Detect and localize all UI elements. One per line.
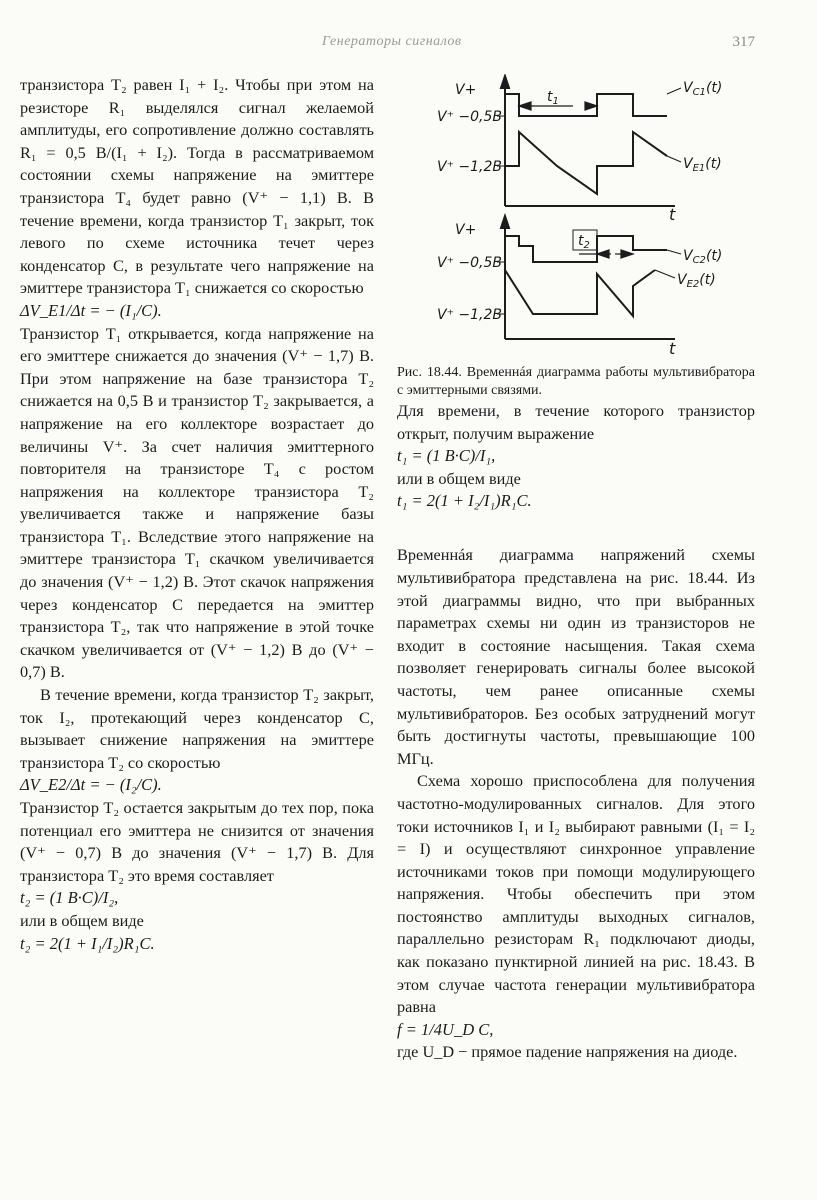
timing-diagram — [397, 74, 755, 364]
vc2-label-sub: C2 — [692, 255, 706, 266]
ve1-label-sub: E1 — [692, 163, 706, 174]
vc1-label-sub: C1 — [692, 87, 706, 98]
vc2-label — [683, 248, 722, 266]
paragraph: Для времени, в течение которого транзистор открыт, получим выражение — [397, 401, 755, 443]
page-header — [20, 34, 755, 54]
t2-arrow-left — [597, 250, 609, 258]
formula-t2-general: t₂ = 2(1 + I₁/I₂)R₁C. — [20, 933, 155, 953]
running-title: Генераторы сигналов — [322, 34, 462, 49]
level-05-label-2: V⁺ −0,5В — [437, 255, 503, 271]
ve1-label — [683, 156, 722, 174]
ve1-waveform — [505, 132, 667, 194]
axis-2-arrow — [501, 216, 509, 228]
paragraph: где U_D − прямое падение напряжения на диоде. — [397, 1042, 738, 1062]
vc2-label-v: V — [683, 248, 693, 264]
left-column — [20, 74, 374, 987]
vc1-label-arg: (t) — [705, 80, 723, 96]
vc2-leader — [667, 250, 681, 254]
paragraph: или в общем виде — [397, 468, 521, 488]
ve2-label — [677, 272, 716, 290]
t1-arrow-left — [519, 102, 531, 110]
paragraph: Транзистор T₁ открывается, когда напряжение на его эмиттере снижается до значения (V⁺ − 1,7) В. При этом напряжение на базе транзистора T₂ снижается на 0,5 В и транзистор T₂ закрывается, а напряжение на его коллекторе возрастает до величины V⁺. За счет наличия эмиттерного повторителя на транзисторе T₄ с ростом напряжения на коллекторе транзистора T₂ увеличивается также и напряжение базы транзистора T₁. Вследствие этого напряжение на эмиттере транзистора T₁ скачком увеличивается до значения (V⁺ − 1,2) В. Этот скачок напряжения через конденсатор C передается на эмиттер транзистора T₂, так что напряжение в этой точке скачком увеличивается от (V⁺ − 1,2) В до (V⁺ − 0,7) В. — [20, 323, 374, 682]
vc1-label-v: V — [683, 80, 693, 96]
t1-label — [547, 89, 559, 107]
paragraph: или в общем виде — [20, 910, 144, 930]
formula-dve1: ΔV_E1/Δt = − (I₁/C). — [20, 300, 162, 320]
vc1-label — [683, 80, 722, 98]
formula-dve2: ΔV_E2/Δt = − (I₂/C). — [20, 775, 162, 795]
paragraph: транзистора T₂ равен I₁ + I₂. Чтобы при этом на резисторе R₁ выделялся сигнал желаемой амплитуды, его сопротивление должно составлять R₁ = 0,5 В/(I₁ + I₂). Тогда в рассматриваемом состоянии схемы напряжение на эмиттере транзистора T₄ будет равно (V⁺ − 1,1) В. В течение времени, когда транзистор T₁ закрыт, ток левого по схеме источника течет через конденсатор C, в результате чего напряжение на эмиттере транзистора T₁ снижается со скоростью — [20, 75, 374, 298]
ve2-label-arg: (t) — [699, 272, 716, 288]
ve2-leader — [655, 270, 675, 278]
t-axis-label-2: t — [669, 339, 676, 358]
vplus-label-2: V+ — [455, 222, 477, 238]
paragraph: Схема хорошо приспособлена для получения частотно-модулированных сигналов. Для этого токи источников I₁ и I₂ выбирают равными (I₁ = I₂ = I) и осуществляют синхронное управление источниками токов при помощи модулирующего напряжения. Чтобы обеспечить при этом постоянство амплитуды выходных сигналов, параллельно резисторам R₁ подключают диоды, как показано пунктирной линией на рис. 18.43. В этом случае частота генерации мультивибратора равна — [397, 771, 755, 1017]
t1-label-sub: 1 — [552, 96, 559, 107]
formula-t1-general: t₁ = 2(1 + I₂/I₁)R₁C. — [397, 491, 532, 511]
vc1-leader — [667, 88, 681, 94]
t2-label — [578, 233, 590, 251]
vplus-label-1: V+ — [455, 82, 477, 98]
ve2-label-v: V — [677, 272, 687, 288]
level-12-label-1: V⁺ −1,2В — [437, 159, 503, 175]
vc2-label-arg: (t) — [705, 248, 723, 264]
timing-diagram-svg — [397, 74, 755, 364]
t2-label-t: t — [578, 233, 584, 249]
level-12-label-2: V⁺ −1,2В — [437, 307, 503, 323]
formula-t1: t₁ = (1 В·C)/I₁, — [397, 446, 496, 466]
axis-1-arrow — [501, 76, 509, 88]
right-column — [397, 74, 755, 1064]
t1-arrow-right — [585, 102, 597, 110]
t2-label-sub: 2 — [583, 240, 590, 251]
t-axis-label-1: t — [669, 205, 676, 224]
figure-caption: Рис. 18.44. Временнáя диаграмма работы мультивибратора с эмиттерными связями. — [397, 365, 755, 398]
level-05-label-1: V⁺ −0,5В — [437, 109, 503, 125]
ve1-label-arg: (t) — [705, 156, 722, 172]
paragraph: Транзистор T₂ остается закрытым до тех пор, пока потенциал его эмиттера не снизится от значения (V⁺ − 0,7) В до значения (V⁺ − 1,7) В. Для транзистора T₂ это время составляет — [20, 798, 374, 885]
ve2-label-sub: E2 — [686, 279, 700, 290]
page-number: 317 — [732, 34, 755, 50]
formula-frequency: f = 1/4U_D C, — [397, 1019, 494, 1039]
ve1-leader — [667, 156, 681, 162]
formula-t2: t₂ = (1 В·C)/I₂, — [20, 888, 119, 908]
paragraph: В течение времени, когда транзистор T₂ закрыт, ток I₂, протекающий через конденсатор C, вызывает снижение напряжения на эмиттере транзистора T₂ со скоростью — [20, 685, 374, 772]
paragraph: Временнáя диаграмма напряжений схемы мультивибратора представлена на рис. 18.44. Из этой диаграммы видно, что при выбранных параметрах схемы ни один из транзисторов не входит в состояние насыщения. Такая схема позволяет генерировать сигналы более высокой частоты, чем ранее описанные схемы мультивибраторов. Без особых затруднений могут быть достигнуты частоты, превышающие 100 МГц. — [397, 545, 755, 768]
t1-label-t: t — [547, 89, 553, 105]
ve2-waveform — [505, 270, 655, 316]
ve1-label-v: V — [683, 156, 693, 172]
